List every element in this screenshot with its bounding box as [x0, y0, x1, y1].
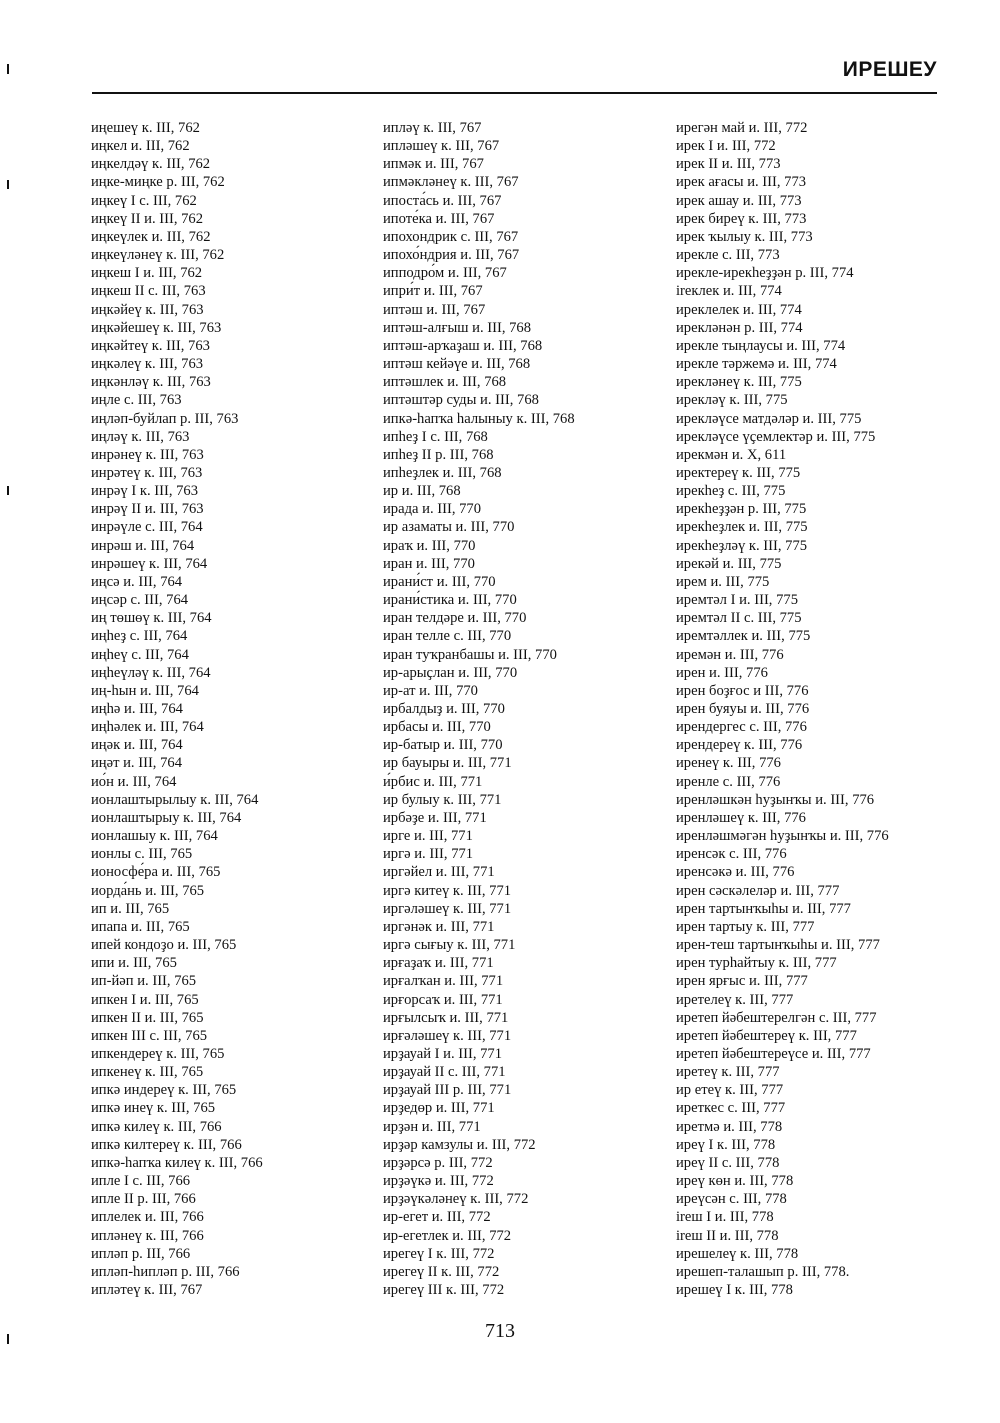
- dictionary-entry: иңһеү с. III, 764: [91, 646, 189, 663]
- dictionary-entry: инрәш и. III, 764: [91, 537, 195, 554]
- dictionary-entry: ипподро́м и. III, 767: [383, 265, 507, 282]
- dictionary-entry: иреү I к. III, 778: [676, 1136, 776, 1153]
- dictionary-entry: иран телле с. III, 770: [383, 628, 512, 645]
- dictionary-entry: иреткес с. III, 777: [676, 1100, 786, 1117]
- dictionary-entry: ионлаштырыу к. III, 764: [91, 809, 242, 826]
- dictionary-entry: ир бауыры и. III, 771: [383, 755, 512, 772]
- dictionary-entry: инрәнеү к. III, 763: [91, 446, 204, 463]
- dictionary-entry: ипри́т и. III, 767: [383, 283, 483, 300]
- dictionary-entry: иңһә и. III, 764: [91, 701, 183, 717]
- dictionary-entry: ирекле тыңлаусы и. III, 774: [676, 337, 846, 354]
- dictionary-entry: ирекһеҙ с. III, 775: [676, 483, 786, 500]
- dictionary-entry: ирғәләшеү к. III, 771: [383, 1027, 512, 1044]
- dictionary-entry: иңке-миңке р. III, 762: [91, 174, 225, 191]
- dictionary-entry: ireш II и. III, 778: [676, 1227, 779, 1244]
- dictionary-entry: ирҙәр камзулы и. III, 772: [383, 1136, 536, 1153]
- dictionary-column-1: [91, 119, 263, 1299]
- dictionary-entry: иптәшлек и. III, 768: [383, 374, 507, 391]
- dictionary-entry: ипоте́ка и. III, 767: [383, 210, 495, 227]
- dictionary-entry: ирге и. III, 771: [383, 828, 473, 845]
- dictionary-entry: ипкә килтереү к. III, 766: [91, 1136, 242, 1153]
- dictionary-entry: иренсәк с. III, 776: [676, 846, 787, 863]
- dictionary-entry: иретеп йәбештерелгән с. III, 777: [676, 1009, 877, 1026]
- dictionary-entry: иптәш и. III, 767: [383, 301, 486, 318]
- dictionary-entry: иренләшмәгән һуҙынҡы и. III, 776: [676, 828, 889, 845]
- dictionary-entry: иренләшкән һуҙынҡы и. III, 776: [676, 791, 875, 808]
- dictionary-entry: ирҙауай II с. III, 771: [383, 1064, 506, 1081]
- dictionary-entry: ирғылсыҡ и. III, 771: [383, 1009, 509, 1026]
- dictionary-entry: иңсәр с. III, 764: [91, 592, 189, 609]
- dictionary-entry: иремтәл II с. III, 775: [676, 610, 802, 627]
- dictionary-entry: ирекмән и. X, 611: [676, 446, 787, 463]
- dictionary-entry: ирегән май и. III, 772: [676, 120, 808, 136]
- dictionary-entry: ирен боҙғос и III, 776: [676, 682, 809, 699]
- dictionary-entry: ипләтеү к. III, 767: [91, 1282, 203, 1298]
- dictionary-entry: иреү көн и. III, 778: [676, 1173, 794, 1190]
- dictionary-entry: ир булыу к. III, 771: [383, 791, 502, 808]
- dictionary-entry: иңләп-буйлап р. III, 763: [91, 410, 239, 427]
- dictionary-entry: ireш I и. III, 778: [676, 1209, 774, 1226]
- dictionary-entry: иңкәлеү к. III, 763: [91, 356, 204, 373]
- dictionary-entry: иңһеҙ с. III, 764: [91, 628, 188, 645]
- dictionary-entry: ипле II р. III, 766: [91, 1191, 196, 1208]
- dictionary-entry: иргәнәк и. III, 771: [383, 918, 495, 935]
- dictionary-entry: иңешеү к. III, 762: [91, 120, 200, 136]
- dictionary-entry: ипмәк и. III, 767: [383, 156, 484, 173]
- dictionary-entry: иран и. III, 770: [383, 555, 475, 572]
- dictionary-entry: иңкеш II с. III, 763: [91, 283, 206, 300]
- dictionary-entry: ипохондрик с. III, 767: [383, 228, 519, 245]
- dictionary-entry: ирекле тәржемә и. III, 774: [676, 356, 837, 373]
- dictionary-entry: иңкәйешеү к. III, 763: [91, 319, 222, 336]
- dictionary-entry: иреклелек и. III, 774: [676, 301, 802, 318]
- dictionary-entry: ирендереү к. III, 776: [676, 737, 803, 754]
- dictionary-entry: ирекһеҙләү к. III, 775: [676, 537, 808, 554]
- dictionary-entry: иңкеүләнеү к. III, 762: [91, 247, 225, 264]
- dictionary-entry: иңләү к. III, 763: [91, 428, 190, 445]
- dictionary-entry: иремтәллек и. III, 775: [676, 628, 811, 645]
- dictionary-entry: ипкә килеү к. III, 766: [91, 1118, 222, 1135]
- dictionary-entry: инрәшеү к. III, 764: [91, 555, 208, 572]
- dictionary-entry: ирекләүсе матдәләр и. III, 775: [676, 410, 862, 427]
- margin-mark: [7, 180, 9, 189]
- dictionary-entry: иңле с. III, 763: [91, 392, 182, 409]
- dictionary-entry: иргә китеү к. III, 771: [383, 882, 512, 899]
- dictionary-entry: иреүсән с. III, 778: [676, 1191, 787, 1208]
- dictionary-entry: иң төшөү к. III, 764: [91, 610, 212, 627]
- dictionary-entry: ирҙәрсә р. III, 772: [383, 1154, 493, 1171]
- dictionary-entry: ир-ат и. III, 770: [383, 682, 478, 699]
- dictionary-entry: ирани́ст и. III, 770: [383, 573, 496, 590]
- dictionary-entry: ирек биреү к. III, 773: [676, 210, 807, 227]
- dictionary-entry: иңәк и. III, 764: [91, 737, 183, 754]
- dictionary-entry: иорда́нь и. III, 765: [91, 882, 205, 899]
- dictionary-entry: иренеү к. III, 776: [676, 755, 781, 772]
- dictionary-entry: ирекләүсе үҫемлектәр и. III, 775: [676, 428, 876, 445]
- dictionary-entry: ипләп-һипләп р. III, 766: [91, 1263, 240, 1280]
- dictionary-entry: ирек ҡылыу к. III, 773: [676, 228, 813, 245]
- dictionary-entry: ирекәй и. III, 775: [676, 555, 782, 572]
- dictionary-entry: ир-батыр и. III, 770: [383, 737, 503, 754]
- dictionary-entry: инрәү I к. III, 763: [91, 483, 199, 500]
- dictionary-entry: ирегеү III к. III, 772: [383, 1282, 505, 1298]
- dictionary-entry: иреү II с. III, 778: [676, 1154, 780, 1171]
- dictionary-entry: ирен-теш тартынҡыһы и. III, 777: [676, 937, 880, 954]
- dictionary-entry: ирҙәүкәләнеү к. III, 772: [383, 1191, 529, 1208]
- dictionary-entry: иректереү к. III, 775: [676, 464, 801, 481]
- dictionary-entry: ипкә инеү к. III, 765: [91, 1100, 216, 1117]
- dictionary-entry: иретеп йәбештереү к. III, 777: [676, 1027, 857, 1044]
- dictionary-entry: ир и. III, 768: [383, 483, 461, 500]
- dictionary-entry: ирегеү I к. III, 772: [383, 1245, 495, 1262]
- dictionary-entry: ипһеҙ II р. III, 768: [383, 446, 494, 463]
- dictionary-entry: ирен буяуы и. III, 776: [676, 701, 810, 717]
- dictionary-entry: ирани́стика и. III, 770: [383, 592, 517, 609]
- dictionary-entry: иретеп йәбештереүсе и. III, 777: [676, 1045, 871, 1062]
- dictionary-entry: ирен ярғыс и. III, 777: [676, 973, 808, 990]
- dictionary-entry: ипмәкләнеү к. III, 767: [383, 174, 519, 191]
- dictionary-entry: ирешеү I к. III, 778: [676, 1282, 793, 1298]
- dictionary-entry: иптәш-алғыш и. III, 768: [383, 319, 532, 336]
- dictionary-entry: иргәләшеү к. III, 771: [383, 900, 512, 917]
- dictionary-entry: иргә сығыу к. III, 771: [383, 937, 516, 954]
- dictionary-entry: иңсә и. III, 764: [91, 573, 183, 590]
- dictionary-column-2: [383, 119, 575, 1299]
- dictionary-entry: ирҙедөр и. III, 771: [383, 1100, 495, 1117]
- dictionary-entry: иңкеү II и. III, 762: [91, 210, 204, 227]
- dictionary-entry: ио́н и. III, 764: [91, 773, 177, 790]
- dictionary-entry: ионлаштырылыу к. III, 764: [91, 791, 259, 808]
- dictionary-entry: иңкелдәү к. III, 762: [91, 156, 211, 173]
- dictionary-entry: ирен сәскәлеләр и. III, 777: [676, 882, 840, 899]
- dictionary-entry: ип-йәп и. III, 765: [91, 973, 197, 990]
- dictionary-entry: ипохо́ндрия и. III, 767: [383, 247, 520, 264]
- dictionary-entry: ирек II и. III, 773: [676, 156, 781, 173]
- dictionary-entry: ираҡ и. III, 770: [383, 537, 476, 554]
- dictionary-entry: иңәт и. III, 764: [91, 755, 182, 772]
- dictionary-entry: ионлашыу к. III, 764: [91, 828, 218, 845]
- margin-mark: [7, 64, 9, 74]
- dictionary-entry: ипоста́сь и. III, 767: [383, 192, 502, 209]
- dictionary-entry: ирекләнеү к. III, 775: [676, 374, 802, 391]
- dictionary-entry: ир азаматы и. III, 770: [383, 519, 515, 536]
- dictionary-entry: ипкә индереү к. III, 765: [91, 1082, 237, 1099]
- dictionary-entry: иргә и. III, 771: [383, 846, 474, 863]
- dictionary-entry: ирекле с. III, 773: [676, 247, 780, 264]
- dictionary-entry: и́рбис и. III, 771: [383, 773, 483, 790]
- dictionary-entry: инрәүле с. III, 764: [91, 519, 203, 536]
- dictionary-entry: ирада и. III, 770: [383, 501, 482, 518]
- dictionary-entry: иремтәл I и. III, 775: [676, 592, 798, 609]
- dictionary-entry: иптәш-арҡаҙаш и. III, 768: [383, 337, 543, 354]
- page-header: [92, 58, 937, 94]
- dictionary-entry: иңһәлек и. III, 764: [91, 719, 204, 736]
- dictionary-entry: ирҙәүкә и. III, 772: [383, 1173, 494, 1190]
- dictionary-entry: ирек I и. III, 772: [676, 138, 776, 155]
- dictionary-entry: ирендергес с. III, 776: [676, 719, 807, 736]
- dictionary-entry: ирек ашау и. III, 773: [676, 192, 802, 209]
- dictionary-entry: иңкеүлек и. III, 762: [91, 228, 211, 245]
- dictionary-entry: ипһеҙ I с. III, 768: [383, 428, 488, 445]
- dictionary-entry: ireклек и. III, 774: [676, 283, 782, 300]
- dictionary-entry: ирекле-ирекһеҙҙән р. III, 774: [676, 265, 854, 282]
- dictionary-entry: иң-һын и. III, 764: [91, 682, 199, 699]
- dictionary-entry: ирбалдыҙ и. III, 770: [383, 701, 505, 717]
- dictionary-entry: ирҙән и. III, 771: [383, 1118, 481, 1135]
- dictionary-entry: ип и. III, 765: [91, 900, 170, 917]
- dictionary-entry: иренсәкә и. III, 776: [676, 864, 795, 881]
- dictionary-entry: ир-егет и. III, 772: [383, 1209, 491, 1226]
- dictionary-entry: ирен турһайтыу к. III, 777: [676, 955, 837, 972]
- margin-mark: [7, 486, 9, 495]
- dictionary-entry: ипләү к. III, 767: [383, 120, 482, 136]
- dictionary-entry: ир етеү к. III, 777: [676, 1082, 784, 1099]
- dictionary-entry: ир-егетлек и. III, 772: [383, 1227, 512, 1244]
- dictionary-entry: иран телдәре и. III, 770: [383, 610, 527, 627]
- dictionary-entry: ирекләү к. III, 775: [676, 392, 788, 409]
- dictionary-entry: ирекһеҙҙән р. III, 775: [676, 501, 807, 518]
- dictionary-entry: ирек ағасы и. III, 773: [676, 174, 807, 191]
- dictionary-entry: ипкә-һапҡа һалыныу к. III, 768: [383, 410, 575, 427]
- dictionary-entry: иренләшеү к. III, 776: [676, 809, 806, 826]
- dictionary-entry: ирекһеҙлек и. III, 775: [676, 519, 808, 536]
- dictionary-entry: ирен тартыу к. III, 777: [676, 918, 815, 935]
- dictionary-entry: иремән и. III, 776: [676, 646, 784, 663]
- dictionary-entry: иретмә и. III, 778: [676, 1118, 783, 1135]
- dictionary-entry: ипләшеү к. III, 767: [383, 138, 500, 155]
- dictionary-column-3: [676, 119, 889, 1299]
- dictionary-entry: иптәш кейәүе и. III, 768: [383, 356, 531, 373]
- dictionary-entry: ипкен I и. III, 765: [91, 991, 199, 1008]
- dictionary-entry: иңкәйтеү к. III, 763: [91, 337, 210, 354]
- dictionary-entry: иңкәйеү к. III, 763: [91, 301, 204, 318]
- page-number: 713: [485, 1320, 515, 1342]
- dictionary-entry: ионлы с. III, 765: [91, 846, 193, 863]
- dictionary-entry: ипей кондоҙо и. III, 765: [91, 937, 237, 954]
- dictionary-entry: ипкә-һапҡа килеү к. III, 766: [91, 1154, 263, 1171]
- dictionary-entry: ирешеп-талашып р. III, 778.: [676, 1263, 850, 1280]
- dictionary-entry: иңһеүләү к. III, 764: [91, 664, 211, 681]
- dictionary-entry: ирбәҙе и. III, 771: [383, 809, 487, 826]
- dictionary-entry: иңкеү I с. III, 762: [91, 192, 197, 209]
- dictionary-entry: ирен тартынҡыһы и. III, 777: [676, 900, 851, 917]
- dictionary-entry: иплелек и. III, 766: [91, 1209, 204, 1226]
- dictionary-entry: ирғорсаҡ и. III, 771: [383, 991, 503, 1008]
- dictionary-entry: ипапа и. III, 765: [91, 918, 190, 935]
- dictionary-entry: ипи и. III, 765: [91, 955, 177, 972]
- dictionary-entry: иренле с. III, 776: [676, 773, 781, 790]
- dictionary-entry: иретеү к. III, 777: [676, 1064, 780, 1081]
- dictionary-entry: инрәтеү к. III, 763: [91, 464, 203, 481]
- dictionary-entry: ипһеҙлек и. III, 768: [383, 464, 502, 481]
- dictionary-entry: инрәү II и. III, 763: [91, 501, 204, 518]
- dictionary-entry: ионосфе́ра и. III, 765: [91, 864, 221, 881]
- dictionary-entry: иңкеш I и. III, 762: [91, 265, 203, 282]
- dictionary-entry: ипкен III с. III, 765: [91, 1027, 208, 1044]
- dictionary-entry: ипләнеү к. III, 766: [91, 1227, 204, 1244]
- dictionary-entry: ипле I с. III, 766: [91, 1173, 191, 1190]
- dictionary-entry: ирғалҡан и. III, 771: [383, 973, 504, 990]
- dictionary-entry: ирҙауай III р. III, 771: [383, 1082, 512, 1099]
- dictionary-entry: ирғаҙаҡ и. III, 771: [383, 955, 494, 972]
- dictionary-entry: ирегеү II к. III, 772: [383, 1263, 500, 1280]
- dictionary-entry: ипкендереү к. III, 765: [91, 1045, 225, 1062]
- dictionary-entry: ирҙауай I и. III, 771: [383, 1045, 503, 1062]
- dictionary-entry: ир-арыҫлан и. III, 770: [383, 664, 518, 681]
- dictionary-entry: иран туҡранбашы и. III, 770: [383, 646, 557, 663]
- dictionary-entry: иңкәнләү к. III, 763: [91, 374, 211, 391]
- dictionary-entry: ирем и. III, 775: [676, 573, 770, 590]
- dictionary-entry: ипкенеү к. III, 765: [91, 1064, 204, 1081]
- dictionary-entry: ирбасы и. III, 770: [383, 719, 491, 736]
- dictionary-entry: иптәштәр суды и. III, 768: [383, 392, 539, 409]
- dictionary-entry: ирешелеү к. III, 778: [676, 1245, 799, 1262]
- dictionary-entry: иргәйел и. III, 771: [383, 864, 495, 881]
- dictionary-entry: ипкен II и. III, 765: [91, 1009, 204, 1026]
- running-head: ИРЕШЕУ: [842, 58, 937, 81]
- dictionary-entry: иңкел и. III, 762: [91, 138, 190, 155]
- dictionary-entry: иретелеү к. III, 777: [676, 991, 794, 1008]
- dictionary-entry: ирен и. III, 776: [676, 664, 768, 681]
- dictionary-entry: ирекләнән р. III, 774: [676, 319, 803, 336]
- dictionary-entry: ипләп р. III, 766: [91, 1245, 191, 1262]
